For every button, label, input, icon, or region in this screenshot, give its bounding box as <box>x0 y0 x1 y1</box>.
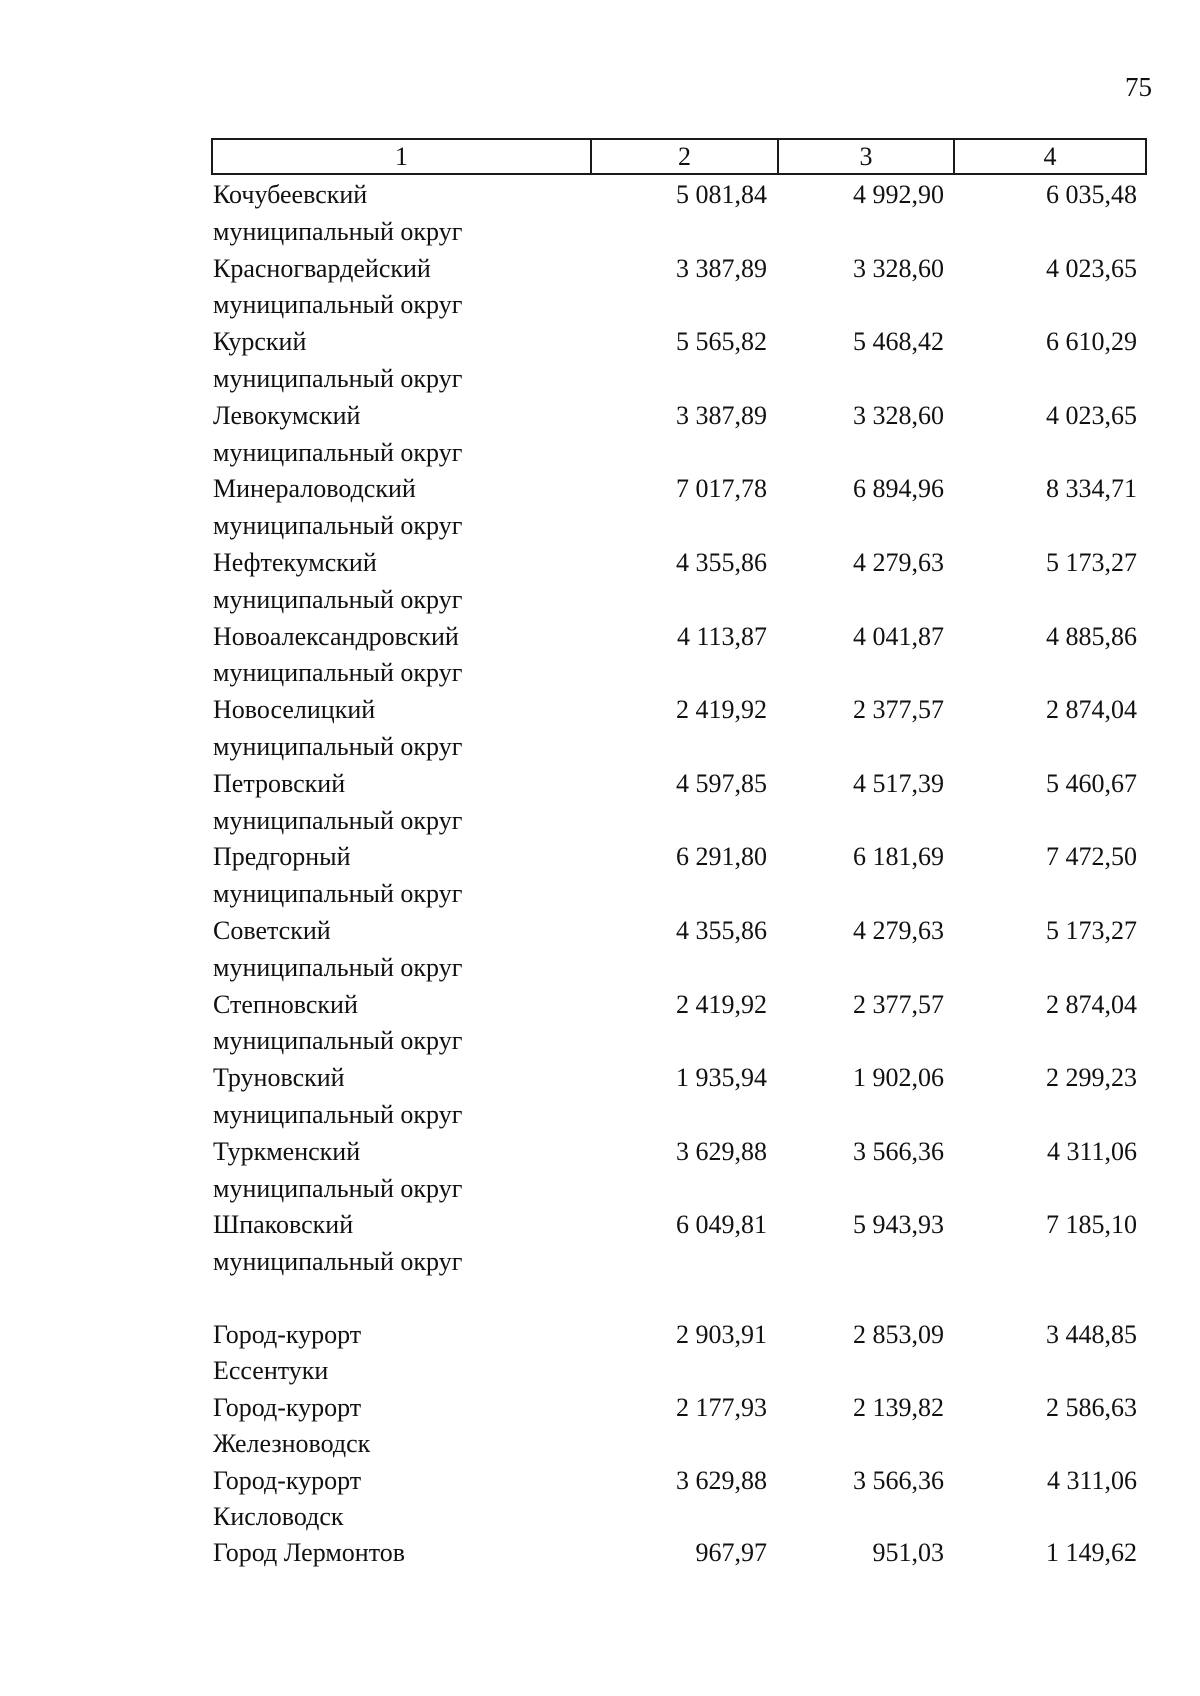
row-type: муниципальный округ <box>213 879 463 909</box>
cell-col3: 2 853,09 <box>853 1319 944 1349</box>
row-name: Кочубеевский <box>213 180 368 209</box>
cell-col2: 3 387,89 <box>676 400 767 430</box>
table-row <box>211 692 1147 766</box>
header-cell-2: 2 <box>592 140 779 173</box>
row-line2: Железноводск <box>213 1429 371 1459</box>
cell-col4: 2 299,23 <box>1046 1063 1137 1093</box>
cell-col3: 3 566,36 <box>853 1465 944 1495</box>
row-label <box>211 766 590 840</box>
cell-col4: 5 460,67 <box>1046 768 1137 798</box>
row-type: муниципальный округ <box>213 1173 463 1203</box>
row-type: муниципальный округ <box>213 1099 463 1129</box>
row-name: Новоалександровский <box>213 621 459 651</box>
cell-col3: 951,03 <box>872 1538 944 1568</box>
row-type: муниципальный округ <box>213 216 463 246</box>
row-type: муниципальный округ <box>213 805 463 835</box>
row-name: Нефтекумский <box>213 547 377 577</box>
cell-col4: 4 311,06 <box>1046 1465 1137 1495</box>
row-label <box>211 398 590 472</box>
cell-col4: 5 173,27 <box>1046 915 1137 945</box>
cell-col3: 3 328,60 <box>853 400 944 430</box>
row-type: муниципальный округ <box>213 363 463 393</box>
row-line1: Город-курорт <box>213 1392 362 1422</box>
row-name: Труновский <box>213 1063 345 1093</box>
table-row <box>211 177 1147 251</box>
row-type: муниципальный округ <box>213 658 463 688</box>
row-label <box>211 1535 590 1571</box>
row-type: муниципальный округ <box>213 584 463 614</box>
cell-col4: 4 885,86 <box>1046 621 1137 651</box>
row-label <box>211 1463 590 1536</box>
row-name: Петровский <box>213 768 346 798</box>
row-label <box>211 987 590 1061</box>
row-name: Красногвардейский <box>213 253 431 283</box>
cell-col4: 6 610,29 <box>1046 327 1137 357</box>
row-name: Степновский <box>213 989 358 1019</box>
table-column-numbers-header <box>211 138 1147 175</box>
cell-col4: 7 472,50 <box>1046 842 1137 872</box>
cell-col4: 3 448,85 <box>1046 1319 1137 1349</box>
row-label <box>211 1134 590 1208</box>
cell-col4: 4 023,65 <box>1046 253 1137 283</box>
row-label <box>211 1390 590 1463</box>
row-type: муниципальный округ <box>213 731 463 761</box>
table-row <box>211 251 1147 325</box>
row-name: Шпаковский <box>213 1210 354 1240</box>
row-type: муниципальный округ <box>213 1247 463 1277</box>
row-label <box>211 692 590 766</box>
row-line1: Город-курорт <box>213 1465 362 1495</box>
row-type: муниципальный округ <box>213 1026 463 1056</box>
table-row-city <box>211 1535 1147 1571</box>
table-body <box>211 177 1147 1572</box>
row-label <box>211 913 590 987</box>
row-label <box>211 545 590 619</box>
cell-col4: 2 586,63 <box>1046 1392 1137 1422</box>
cell-col2: 4 597,85 <box>676 768 767 798</box>
row-line1: Город Лермонтов <box>213 1538 405 1568</box>
row-line2: Ессентуки <box>213 1356 329 1386</box>
cell-col2: 2 903,91 <box>676 1319 767 1349</box>
cell-col3: 3 566,36 <box>853 1136 944 1166</box>
cell-col3: 3 328,60 <box>853 253 944 283</box>
cell-col2: 3 387,89 <box>676 253 767 283</box>
row-type: муниципальный округ <box>213 437 463 467</box>
cell-col2: 2 419,92 <box>676 989 767 1019</box>
row-line1: Город-курорт <box>213 1319 362 1349</box>
cell-col3: 2 139,82 <box>853 1392 944 1422</box>
row-label <box>211 324 590 398</box>
row-type: муниципальный округ <box>213 290 463 320</box>
cell-col2: 1 935,94 <box>676 1063 767 1093</box>
cell-col4: 6 035,48 <box>1046 180 1137 209</box>
cell-col2: 2 419,92 <box>676 695 767 725</box>
table-row <box>211 1207 1147 1281</box>
row-label <box>211 251 590 325</box>
cell-col2: 5 565,82 <box>676 327 767 357</box>
row-label <box>211 177 590 251</box>
table-row <box>211 839 1147 913</box>
table-row-city <box>211 1317 1147 1390</box>
table-row <box>211 619 1147 693</box>
row-label <box>211 619 590 693</box>
cell-col4: 4 311,06 <box>1046 1136 1137 1166</box>
row-label <box>211 839 590 913</box>
table-row <box>211 766 1147 840</box>
row-name: Минераловодский <box>213 474 416 504</box>
cell-col3: 4 041,87 <box>853 621 944 651</box>
table-row <box>211 471 1147 545</box>
row-type: муниципальный округ <box>213 511 463 541</box>
cell-col3: 4 279,63 <box>853 547 944 577</box>
row-type: муниципальный округ <box>213 952 463 982</box>
cell-col3: 2 377,57 <box>853 695 944 725</box>
header-cell-1: 1 <box>213 140 592 173</box>
cell-col2: 3 629,88 <box>676 1136 767 1166</box>
row-label <box>211 471 590 545</box>
cell-col4: 2 874,04 <box>1046 695 1137 725</box>
cell-col3: 6 181,69 <box>853 842 944 872</box>
row-name: Курский <box>213 327 307 357</box>
cell-col2: 7 017,78 <box>676 474 767 504</box>
row-name: Новоселицкий <box>213 695 376 725</box>
table-row <box>211 545 1147 619</box>
cell-col3: 2 377,57 <box>853 989 944 1019</box>
cell-col2: 6 049,81 <box>676 1210 767 1240</box>
table-row <box>211 913 1147 987</box>
cell-col3: 4 279,63 <box>853 915 944 945</box>
header-cell-3: 3 <box>779 140 955 173</box>
cell-col4: 5 173,27 <box>1046 547 1137 577</box>
cell-col3: 4 517,39 <box>853 768 944 798</box>
page-number: 75 <box>1125 72 1152 102</box>
row-label <box>211 1317 590 1390</box>
cell-col4: 2 874,04 <box>1046 989 1137 1019</box>
cell-col4: 1 149,62 <box>1046 1538 1137 1568</box>
table-row <box>211 987 1147 1061</box>
cell-col2: 6 291,80 <box>676 842 767 872</box>
row-label <box>211 1060 590 1134</box>
table-row <box>211 398 1147 472</box>
table-row <box>211 1060 1147 1134</box>
cell-col2: 4 113,87 <box>676 621 767 651</box>
cell-col2: 4 355,86 <box>676 915 767 945</box>
cell-col4: 8 334,71 <box>1046 474 1137 504</box>
cell-col3: 5 468,42 <box>853 327 944 357</box>
table-row <box>211 324 1147 398</box>
table-row-city <box>211 1463 1147 1536</box>
cell-col2: 5 081,84 <box>676 180 767 209</box>
cell-col2: 4 355,86 <box>676 547 767 577</box>
cell-col3: 6 894,96 <box>853 474 944 504</box>
cell-col4: 7 185,10 <box>1046 1210 1137 1240</box>
cell-col4: 4 023,65 <box>1046 400 1137 430</box>
table-row <box>211 1134 1147 1208</box>
section-gap <box>211 1281 1147 1317</box>
cell-col2: 3 629,88 <box>676 1465 767 1495</box>
cell-col2: 967,97 <box>695 1538 767 1568</box>
header-cell-4: 4 <box>1043 142 1057 171</box>
cell-col3: 5 943,93 <box>853 1210 944 1240</box>
row-name: Предгорный <box>213 842 351 872</box>
cell-col2: 2 177,93 <box>676 1392 767 1422</box>
cell-col3: 4 992,90 <box>853 180 944 209</box>
row-line2: Кисловодск <box>213 1501 344 1531</box>
cell-col3: 1 902,06 <box>853 1063 944 1093</box>
table-row-city <box>211 1390 1147 1463</box>
row-name: Левокумский <box>213 400 361 430</box>
row-name: Туркменский <box>213 1136 361 1166</box>
row-label <box>211 1207 590 1281</box>
row-name: Советский <box>213 915 331 945</box>
